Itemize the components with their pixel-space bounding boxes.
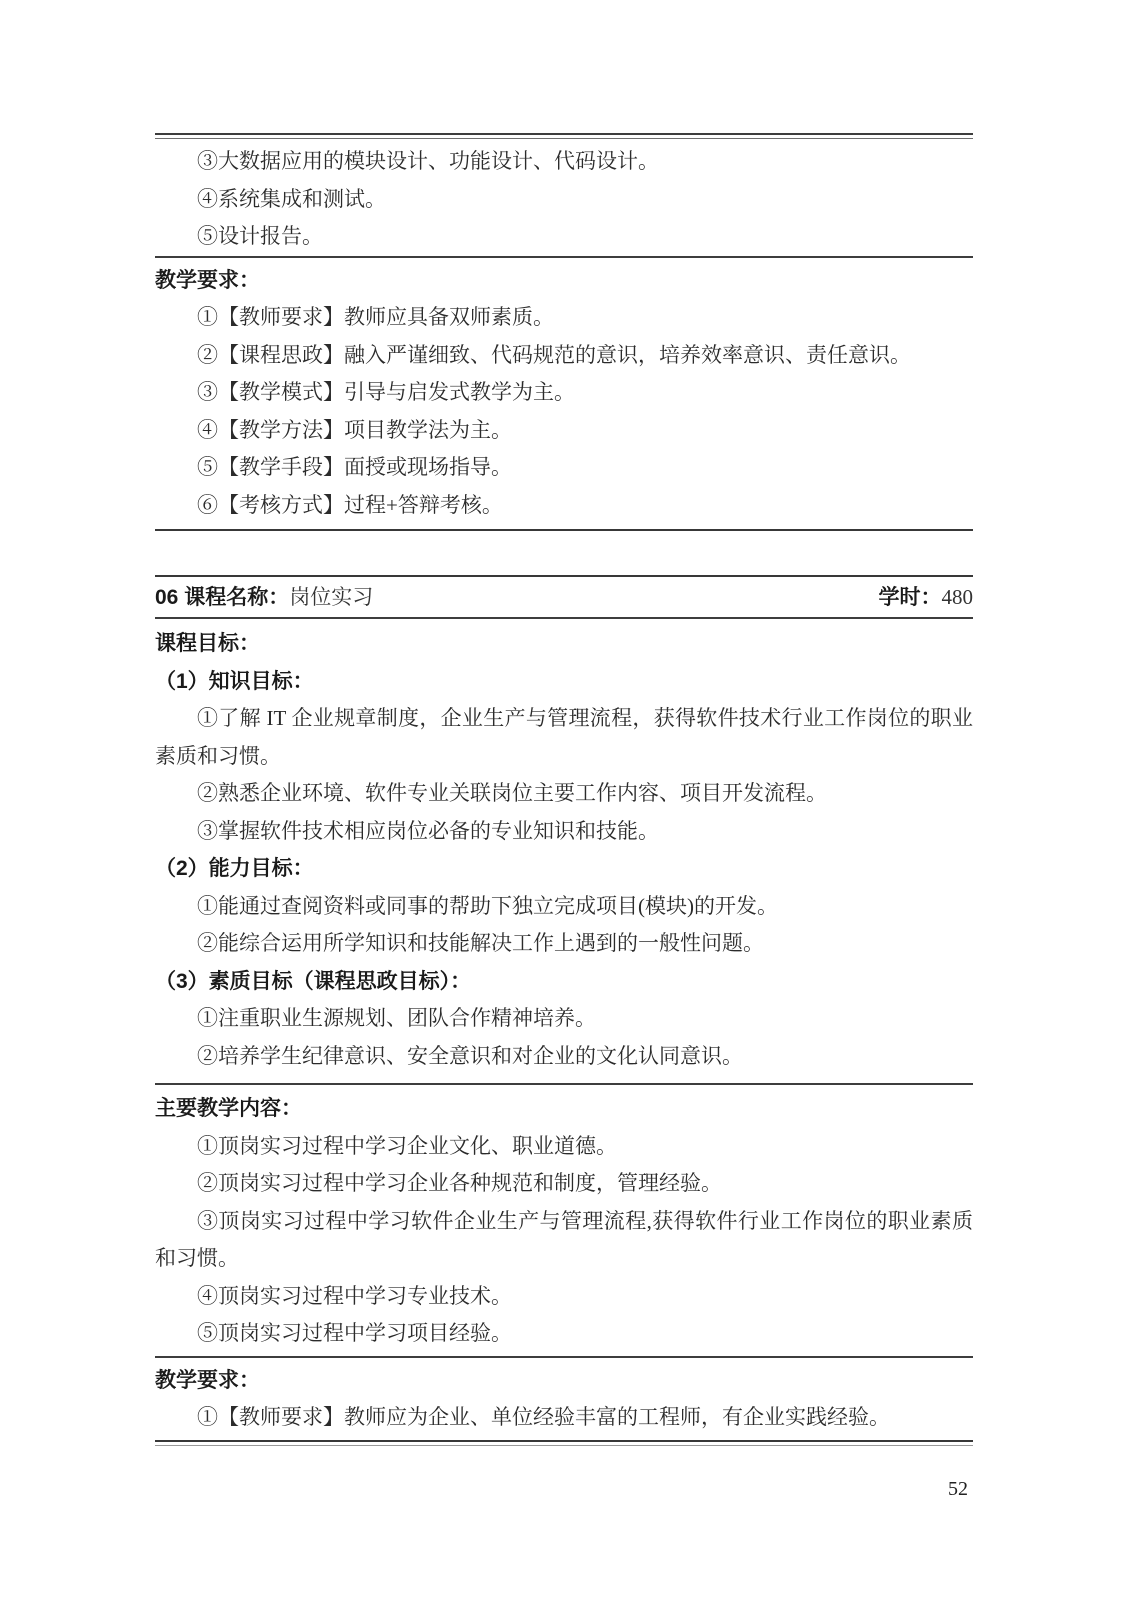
list-item: ④顶岗实习过程中学习专业技术。 [197,1283,512,1308]
teaching-requirements-section-2 [155,1358,973,1440]
list-item: ①【教师要求】教师应具备双师素质。 [197,305,554,329]
main-teaching-content-section [155,1085,973,1356]
list-item: ②培养学生纪律意识、安全意识和对企业的文化认同意识。 [197,1043,743,1068]
course-objectives-section [155,619,973,1083]
list-item: ④【教学方法】项目教学法为主。 [197,417,512,442]
course-header-row [155,577,973,617]
course-title [155,577,373,618]
section-heading: 主要教学内容： [155,1097,302,1120]
list-item: ④系统集成和测试。 [197,186,386,211]
objective-group-title: （3）素质目标（课程思政目标）： [155,969,472,993]
previous-course-design-items [155,139,973,256]
list-item: ②顶岗实习过程中学习企业各种规范和制度，管理经验。 [197,1171,722,1195]
course-number-label: 06 课程名称： [155,585,290,609]
hours-label: 学时： [878,585,942,609]
list-item: ③顶岗实习过程中学习软件企业生产与管理流程,获得软件行业工作岗位的职业素质和习惯。 [155,1208,973,1270]
list-item: ①注重职业生源规划、团队合作精神培养。 [197,1006,596,1030]
list-item: ③【教学模式】引导与启发式教学为主。 [197,380,575,404]
list-item: ⑥【考核方式】过程+答辩考核。 [197,492,503,517]
list-item: ①顶岗实习过程中学习企业文化、职业道德。 [197,1133,617,1158]
hours-value: 480 [941,584,973,609]
block-gap [155,531,973,575]
list-item: ⑤【教学手段】面授或现场指导。 [197,455,512,479]
list-item: ①【教师要求】教师应为企业、单位经验丰富的工程师，有企业实践经验。 [197,1405,890,1429]
page-content [155,0,973,1446]
section-heading: 课程目标： [155,632,260,655]
list-item: ②熟悉企业环境、软件专业关联岗位主要工作内容、项目开发流程。 [197,781,827,805]
list-item: ②【课程思政】融入严谨细致、代码规范的意识，培养效率意识、责任意识。 [197,342,911,367]
section-heading: 教学要求： [155,268,260,292]
page-number: 52 [948,1478,968,1500]
objective-group-title: （1）知识目标： [155,669,314,693]
objective-group-title: （2）能力目标： [155,857,314,880]
section-heading: 教学要求： [155,1368,260,1392]
list-item: ①能通过查阅资料或同事的帮助下独立完成项目(模块)的开发。 [197,893,778,918]
list-item: ③大数据应用的模块设计、功能设计、代码设计。 [197,149,659,173]
list-item: ⑤设计报告。 [197,224,323,248]
list-item: ①了解 IT 企业规章制度，企业生产与管理流程，获得软件技术行业工作岗位的职业素质和习惯。 [155,706,973,768]
list-item: ②能综合运用所学知识和技能解决工作上遇到的一般性问题。 [197,931,764,955]
teaching-requirements-section [155,258,973,530]
list-item: ③掌握软件技术相应岗位必备的专业知识和技能。 [197,818,659,843]
course-hours [879,577,974,618]
divider-bottom-double-rule [155,1440,973,1446]
course-name: 岗位实习 [289,584,374,609]
list-item: ⑤顶岗实习过程中学习项目经验。 [197,1321,512,1345]
